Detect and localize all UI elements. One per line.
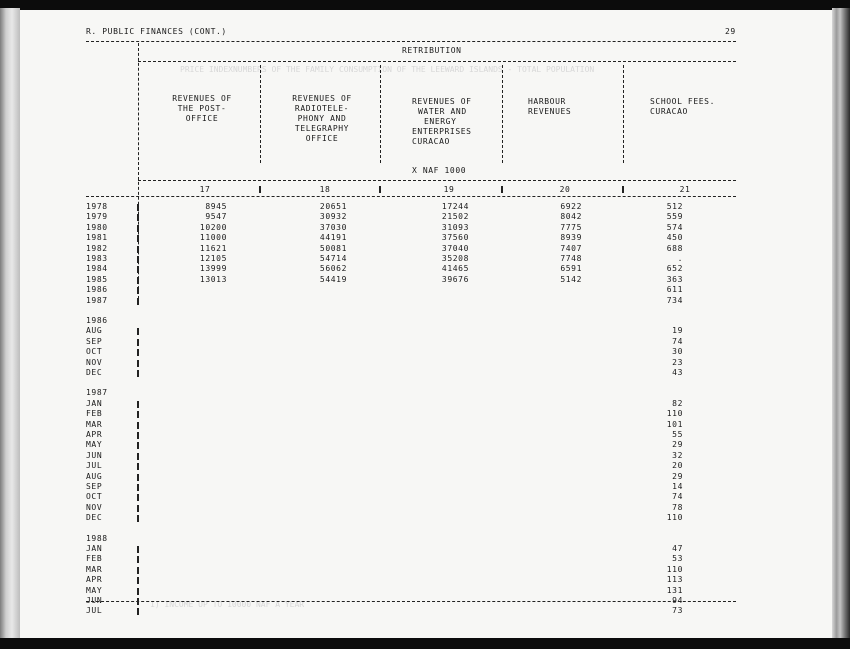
bottom-rule <box>86 601 736 602</box>
col-separator-1 <box>260 65 261 163</box>
cell-col-17: 11000 <box>199 233 227 243</box>
bleed-through-footnote: 1) INCOME UP TO 10000 NAF A YEAR <box>150 600 305 609</box>
row-label: 1987 <box>86 295 108 305</box>
stub-bar <box>137 370 139 377</box>
block-year-label: 1986 <box>86 316 108 325</box>
row-label: JAN <box>86 398 103 408</box>
cell-col-18: 54714 <box>319 254 347 263</box>
stub-bar <box>137 298 139 305</box>
cell-col-19: 41465 <box>441 264 469 274</box>
stub-bar <box>137 432 139 439</box>
cell-col-21: 110 <box>666 513 683 523</box>
unit-label: X NAF 1000 <box>412 166 467 175</box>
column-number: 20 <box>559 185 571 194</box>
stub-bar <box>137 225 139 232</box>
column-number-rule <box>138 180 736 181</box>
cell-col-20: 7775 <box>560 222 582 232</box>
row-label: FEB <box>86 409 103 419</box>
row-label: 1982 <box>86 243 108 253</box>
cell-col-21: . <box>677 254 683 263</box>
row-label: 1983 <box>86 254 108 263</box>
row-label: MAY <box>86 440 103 450</box>
cell-col-20: 6922 <box>560 202 582 211</box>
block-year-label: 1987 <box>86 388 108 398</box>
row-label: 1978 <box>86 202 108 211</box>
cell-col-21: 30 <box>672 347 683 357</box>
row-label: 1985 <box>86 274 108 284</box>
bleed-through-text: PRICE INDEXNUMBERS OF THE FAMILY CONSUMPTION OF THE LEEWARD ISLANDS - TOTAL POPULATION <box>180 65 595 74</box>
row-label: OCT <box>86 492 103 502</box>
row-label: MAR <box>86 564 103 574</box>
row-label: JUN <box>86 596 103 605</box>
stub-bar <box>137 277 139 284</box>
column-number: 17 <box>199 185 211 194</box>
cell-col-17: 11621 <box>199 243 227 253</box>
block-year-label: 1988 <box>86 533 108 543</box>
cell-col-21: 652 <box>666 264 683 274</box>
column-number: 19 <box>443 185 455 194</box>
cell-col-21: 734 <box>666 295 683 305</box>
cell-col-21: 110 <box>666 409 683 419</box>
column-number-divider <box>622 186 624 193</box>
cell-col-20: 7407 <box>560 243 582 253</box>
cell-col-21: 74 <box>672 336 683 346</box>
cell-col-18: 50081 <box>319 243 347 253</box>
col-separator-4 <box>623 65 624 163</box>
cell-col-19: 37040 <box>441 243 469 253</box>
cell-col-19: 31093 <box>441 222 469 232</box>
cell-col-21: 94 <box>672 596 683 605</box>
column-number-divider <box>501 186 503 193</box>
cell-col-18: 20651 <box>319 202 347 211</box>
row-label: NOV <box>86 357 103 367</box>
cell-col-17: 8945 <box>205 202 227 211</box>
col-separator-2 <box>380 65 381 163</box>
cell-col-20: 8042 <box>560 212 582 222</box>
row-label: NOV <box>86 502 103 512</box>
cell-col-21: 110 <box>666 564 683 574</box>
page-number: 29 <box>725 27 736 36</box>
stub-bar <box>137 588 139 595</box>
row-label: 1979 <box>86 212 108 222</box>
cell-col-20: 5142 <box>560 274 582 284</box>
stub-bar <box>137 494 139 501</box>
section-title: R. PUBLIC FINANCES (CONT.) <box>86 27 227 36</box>
column-number: 21 <box>679 185 691 194</box>
row-label: DEC <box>86 513 103 523</box>
stub-bar <box>137 246 139 253</box>
document-page: PRICE INDEXNUMBERS OF THE FAMILY CONSUMPTION OF THE LEEWARD ISLANDS - TOTAL POPULATION 1) INCOME UP TO 10000 NAF A YEAR R. PUBLIC FINANCES (CONT.) 29 RETRIBUTION REVENUES OF THE POST- OFFICE REVENUES OF RADIOTELE- PHONY AND TELEGRAPHY OFFICE REVENUES OF WATER AND ENERGY ENTERPRISES CURACAO X NAF 1000 HARBOUR REVENUES SCHOOL FEES. CURACAO 17 18 19 20 21 1978 8945 20651 17244 6922 512 1979 9547 30932 21502 8042 559 1980 10200 37030 31093 7775 574 1981 11000 44191 37560 8939 450 1982 11621 50081 37040 7407 688 1983 12105 54714 35208 7748 . 1984 13999 56062 41465 6591 652 1985 13013 54419 39676 5142 363 1986 611 1987 734 1986 AUG 19 SEP 74 OCT 30 NOV 23 DEC 43 1987 JAN 82 FEB 110 MAR 101 APR 55 MAY 29 JUN 32 JUL 20 AUG 29 SEP 14 OCT 74 NOV 78 DEC 110 1988 JAN 47 FEB 53 MAR 110 APR 113 MAY 131 JUN 94 JUL 73 <box>20 10 832 638</box>
stub-bar <box>137 266 139 273</box>
page-edge-stack <box>832 8 850 640</box>
stub-bar <box>137 505 139 512</box>
cell-col-21: 512 <box>666 202 683 211</box>
cell-col-20: 8939 <box>560 233 582 243</box>
row-label: APR <box>86 575 103 585</box>
top-rule <box>86 41 736 42</box>
column-number-divider <box>379 186 381 193</box>
stub-bar <box>137 214 139 221</box>
stub-bar <box>137 349 139 356</box>
row-label: DEC <box>86 368 103 377</box>
stub-bar <box>137 422 139 429</box>
cell-col-21: 78 <box>672 502 683 512</box>
row-label: SEP <box>86 336 103 346</box>
cell-col-20: 6591 <box>560 264 582 274</box>
stub-bar <box>137 287 139 294</box>
cell-col-21: 19 <box>672 326 683 336</box>
row-label: 1981 <box>86 233 108 243</box>
cell-col-18: 37030 <box>319 222 347 232</box>
stub-bar <box>137 401 139 408</box>
stub-bar <box>137 204 139 211</box>
cell-col-21: 43 <box>672 368 683 377</box>
cell-col-21: 32 <box>672 450 683 460</box>
cell-col-21: 82 <box>672 398 683 408</box>
stub-bar <box>137 577 139 584</box>
cell-col-21: 101 <box>666 419 683 429</box>
stub-bar <box>137 474 139 481</box>
stub-bar <box>137 546 139 553</box>
cell-col-17: 13013 <box>199 274 227 284</box>
cell-col-21: 113 <box>666 575 683 585</box>
column-number: 18 <box>319 185 331 194</box>
col-separator-3 <box>502 65 503 163</box>
row-label: SEP <box>86 482 103 491</box>
cell-col-21: 29 <box>672 471 683 481</box>
cell-col-19: 37560 <box>441 233 469 243</box>
row-label: FEB <box>86 554 103 564</box>
cell-col-18: 30932 <box>319 212 347 222</box>
row-label: JUL <box>86 461 103 471</box>
cell-col-17: 13999 <box>199 264 227 274</box>
cell-col-19: 35208 <box>441 254 469 263</box>
stub-bar <box>137 256 139 263</box>
stub-bar <box>137 567 139 574</box>
cell-col-19: 21502 <box>441 212 469 222</box>
cell-col-20: 7748 <box>560 254 582 263</box>
row-label: AUG <box>86 326 103 336</box>
row-label: APR <box>86 430 103 439</box>
cell-col-17: 9547 <box>205 212 227 222</box>
cell-col-21: 688 <box>666 243 683 253</box>
stub-bar <box>137 608 139 615</box>
group-header-rule <box>138 61 736 62</box>
cell-col-21: 14 <box>672 482 683 491</box>
cell-col-21: 74 <box>672 492 683 502</box>
cell-col-19: 39676 <box>441 274 469 284</box>
row-label: 1984 <box>86 264 108 274</box>
row-label: AUG <box>86 471 103 481</box>
cell-col-21: 23 <box>672 357 683 367</box>
stub-bar <box>137 484 139 491</box>
cell-col-21: 611 <box>666 285 683 295</box>
row-label: MAY <box>86 585 103 595</box>
scan-top-border <box>0 0 850 10</box>
cell-col-21: 559 <box>666 212 683 222</box>
row-label: 1980 <box>86 222 108 232</box>
stub-bar <box>137 556 139 563</box>
stub-bar <box>137 463 139 470</box>
stub-bar <box>137 411 139 418</box>
stub-bar <box>137 235 139 242</box>
group-header-retribution: RETRIBUTION <box>402 46 462 55</box>
stub-bar <box>137 453 139 460</box>
cell-col-18: 44191 <box>319 233 347 243</box>
row-label: JAN <box>86 544 103 553</box>
cell-col-21: 29 <box>672 440 683 450</box>
cell-col-21: 450 <box>666 233 683 243</box>
book-binding <box>0 8 20 640</box>
header-bottom-rule <box>86 196 736 197</box>
stub-bar <box>137 360 139 367</box>
scan-bottom-border <box>0 638 850 649</box>
cell-col-21: 55 <box>672 430 683 439</box>
cell-col-21: 574 <box>666 222 683 232</box>
cell-col-21: 73 <box>672 606 683 616</box>
stub-bar <box>137 328 139 335</box>
row-label: MAR <box>86 419 103 429</box>
cell-col-21: 20 <box>672 461 683 471</box>
cell-col-17: 10200 <box>199 222 227 232</box>
cell-col-21: 363 <box>666 274 683 284</box>
cell-col-21: 131 <box>666 585 683 595</box>
cell-col-18: 56062 <box>319 264 347 274</box>
stub-bar <box>137 339 139 346</box>
cell-col-17: 12105 <box>199 254 227 263</box>
row-label: OCT <box>86 347 103 357</box>
cell-col-19: 17244 <box>441 202 469 211</box>
column-number-divider <box>259 186 261 193</box>
row-label: 1986 <box>86 285 108 295</box>
row-label: JUL <box>86 606 103 616</box>
cell-col-21: 47 <box>672 544 683 553</box>
stub-bar <box>137 442 139 449</box>
cell-col-18: 54419 <box>319 274 347 284</box>
stub-bar <box>137 515 139 522</box>
cell-col-21: 53 <box>672 554 683 564</box>
row-label: JUN <box>86 450 103 460</box>
